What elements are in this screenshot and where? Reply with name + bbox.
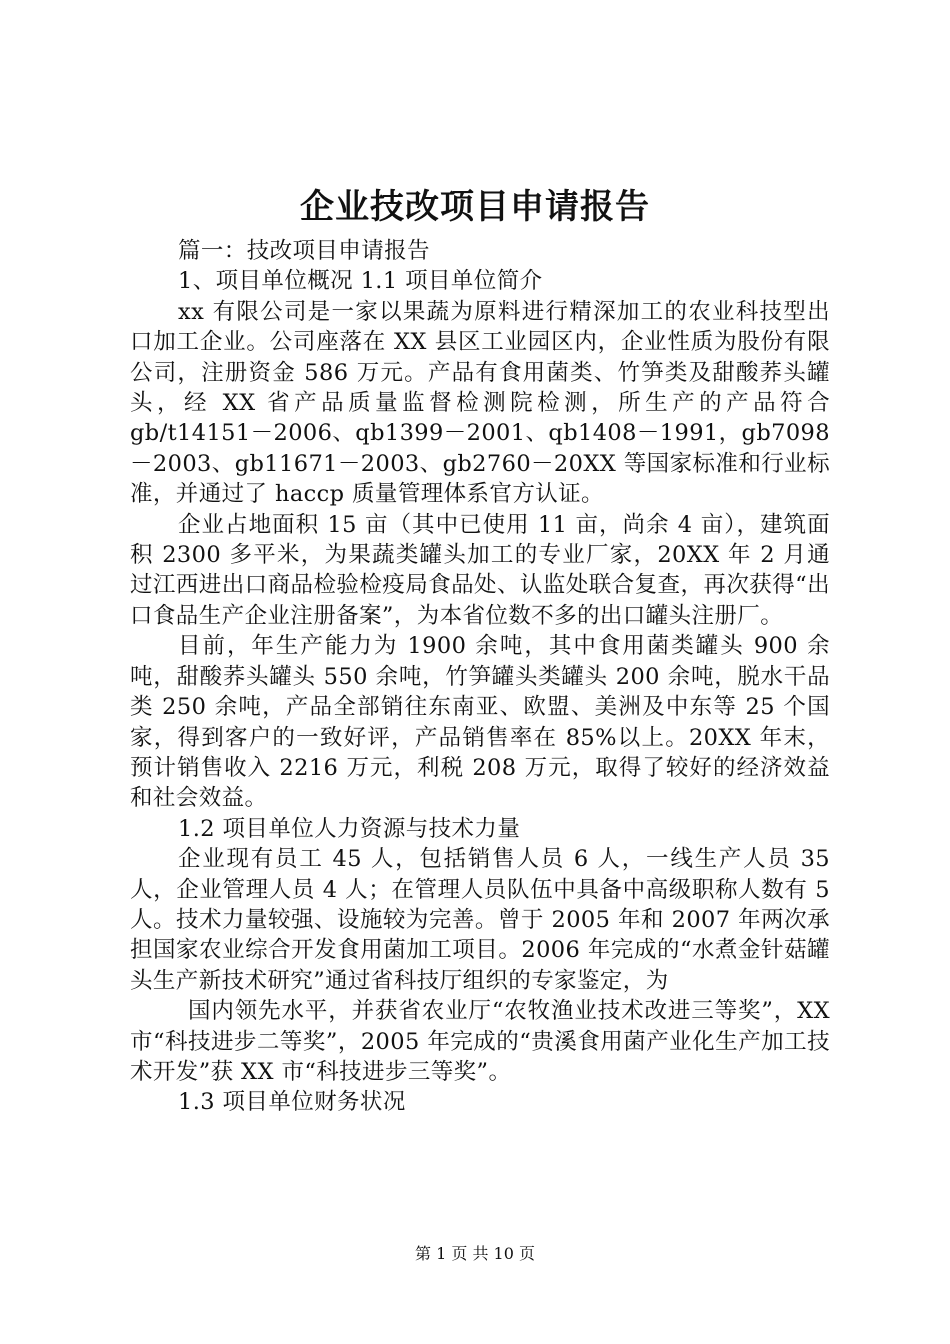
section-heading: 1.3 项目单位财务状况 (178, 1089, 406, 1116)
paragraph: 企业现有员工 45 人，包括销售人员 6 人，一线生产人员 35 人，企业管理人员 4 人；在管理人员队伍中具备中高级职称人数有 5 人。技术力量较强、设施较为完善。曾于 2005 年和 2007 年两次承担国家农业综合开发食用菌加工项目。2006 年完成的“水煮金针菇罐头生产新技术研究”通过省科技厅组织的专家鉴定，为 (130, 846, 830, 994)
paragraph: 目前，年生产能力为 1900 余吨，其中食用菌类罐头 900 余吨，甜酸荞头罐头 550 余吨，竹笋罐头类罐头 200 余吨，脱水干品类 250 余吨，产品全部销往东南亚、欧盟、美洲及中东等 25 个国家，得到客户的一致好评，产品销售率在 85%以上。20XX 年末，预计销售收入 2216 万元，利税 208 万元，取得了较好的经济效益和社会效益。 (130, 633, 830, 812)
paragraph: 企业占地面积 15 亩（其中已使用 11 亩，尚余 4 亩），建筑面积 2300 多平米，为果蔬类罐头加工的专业厂家，20XX 年 2 月通过江西进出口商品检验检疫局食品处、认监处联合复查，再次获得“出口食品生产企业注册备案”，为本省位数不多的出口罐头注册厂。 (130, 511, 830, 629)
paragraph: xx 有限公司是一家以果蔬为原料进行精深加工的农业科技型出口加工企业。公司座落在 XX 县区工业园区内，企业性质为股份有限公司，注册资金 586 万元。产品有食用菌类、竹笋类及甜酸荞头罐头，经 XX 省产品质量监督检测院检测，所生产的产品符合 gb/t14151－2006、qb1399－2001、qb1408－1991，gb7098－2003、gb11671－2003、gb2760－20XX 等国家标准和行业标准，并通过了 haccp 质量管理体系官方认证。 (130, 298, 830, 508)
document-title: 企业技改项目申请报告 (300, 187, 650, 227)
page-number: 第 1 页 共 10 页 (415, 1244, 535, 1263)
section-heading: 1.2 项目单位人力资源与技术力量 (178, 815, 521, 842)
paragraph: 国内领先水平，并获省农业厅“农牧渔业技术改进三等奖”，XX 市“科技进步二等奖”，2005 年完成的“贵溪食用菌产业化生产加工技术开发”获 XX 市“科技进步三等奖”。 (130, 998, 830, 1085)
section-heading: 1、项目单位概况 1.1 项目单位简介 (178, 268, 543, 295)
section-heading: 篇一：技改项目申请报告 (178, 238, 430, 264)
document-body (130, 236, 830, 1118)
